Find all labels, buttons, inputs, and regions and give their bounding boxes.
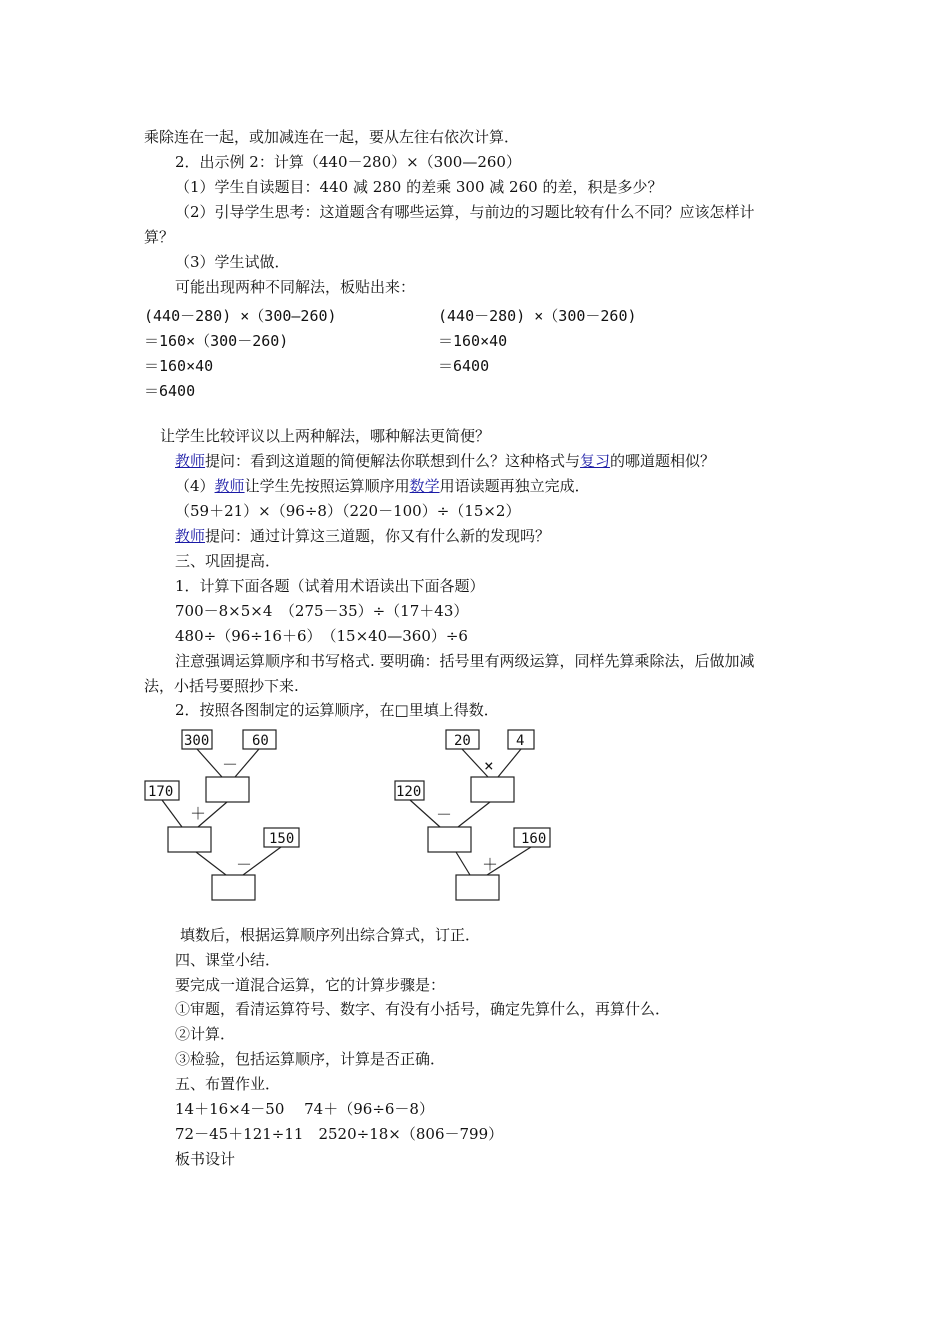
teacher-link[interactable]: 教师 — [175, 452, 206, 470]
paragraph-line: 法，小括号要照抄下来. — [144, 677, 299, 695]
operator-label: － — [436, 805, 453, 824]
solution-left-line-1: (440－280) ×（300—260) — [144, 307, 337, 325]
paragraph-line — [175, 476, 590, 496]
paragraph-line: （1）学生自读题目：440 减 280 的差乘 300 减 260 的差，积是多少？ — [175, 178, 663, 196]
text: 让学生先按照运算顺序用 — [244, 477, 410, 495]
number-box-label: 170 — [148, 784, 174, 800]
paragraph-line: 乘除连在一起，或加减连在一起，要从左往右依次计算． — [144, 128, 520, 146]
solution-right-line-2: ＝160×40 — [438, 332, 508, 350]
paragraph-line: ②计算． — [175, 1025, 236, 1043]
paragraph-line: ①审题，看清运算符号、数字、有没有小括号，确定先算什么，再算什么． — [175, 1000, 671, 1018]
paragraph-line: ③检验，包括运算顺序，计算是否正确． — [175, 1050, 446, 1068]
operator-label: ＋ — [190, 804, 207, 823]
paragraph-line: （2）引导学生思考：这道题含有哪些运算，与前边的习题比较有什么不同？应该怎样计 — [175, 203, 755, 221]
text: 提问：看到这道题的简便解法你联想到什么？这种格式与 — [205, 452, 581, 470]
number-box-label: 120 — [396, 784, 422, 800]
number-box-label: 160 — [521, 831, 547, 847]
teacher-link[interactable]: 教师 — [175, 527, 206, 545]
paragraph-line — [175, 526, 550, 546]
operator-label: － — [222, 755, 239, 774]
paragraph-line: 14＋16×4－50 74＋（96÷6－8） — [175, 1100, 434, 1118]
text: （4） — [175, 477, 215, 495]
paragraph-line: 2．出示例 2：计算（440－280）×（300—260） — [175, 153, 521, 171]
paragraph-line: 要完成一道混合运算，它的计算步骤是： — [175, 976, 446, 994]
solution-right-line-1: (440－280) ×（300－260) — [438, 307, 637, 325]
operator-label: × — [484, 756, 494, 775]
paragraph-line — [175, 451, 715, 471]
operation-diagram-right — [390, 724, 555, 906]
section-heading: 四、课堂小结． — [175, 951, 281, 969]
section-heading: 五、布置作业． — [175, 1075, 281, 1093]
paragraph-line: 板书设计 — [175, 1150, 236, 1168]
text: 用语读题再独立完成． — [439, 477, 590, 495]
number-box-label: 60 — [252, 733, 269, 749]
number-box-label: 300 — [184, 733, 210, 749]
paragraph-line: 480÷（96÷16＋6） （15×40—360）÷6 — [175, 627, 468, 645]
solution-right-line-3: ＝6400 — [438, 357, 490, 375]
number-box-label: 20 — [454, 733, 471, 749]
paragraph-line: 让学生比较评议以上两种解法，哪种解法更简便？ — [160, 427, 491, 445]
number-box-label: 4 — [516, 733, 525, 749]
operator-label: － — [236, 855, 253, 874]
paragraph-line: 算？ — [144, 228, 175, 246]
paragraph-line: 2．按照各图制定的运算顺序，在□里填上得数． — [175, 701, 499, 719]
text: 提问：通过计算这三道题，你又有什么新的发现吗？ — [205, 527, 551, 545]
paragraph-line: 可能出现两种不同解法，板贴出来： — [175, 278, 416, 296]
teacher-link[interactable]: 教师 — [214, 477, 245, 495]
math-link[interactable]: 数学 — [409, 477, 440, 495]
paragraph-line: 72－45＋121÷11 2520÷18×（806－799） — [175, 1125, 504, 1143]
paragraph-line: 1．计算下面各题（试着用术语读出下面各题） — [175, 577, 485, 595]
solution-left-line-3: ＝160×40 — [144, 357, 214, 375]
solution-left-line-4: ＝6400 — [144, 382, 196, 400]
number-box-label: 150 — [269, 831, 295, 847]
text: 的哪道题相似？ — [610, 452, 716, 470]
paragraph-line: 注意强调运算顺序和书写格式. 要明确：括号里有两级运算，同样先算乘除法，后做加减 — [175, 652, 755, 670]
solution-left-line-2: ＝160×（300－260) — [144, 332, 289, 350]
review-link[interactable]: 复习 — [580, 452, 611, 470]
paragraph-line: （59＋21）×（96÷8）（220－100）÷（15×2） — [175, 502, 521, 520]
operation-diagram-left — [140, 724, 295, 906]
section-heading: 三、巩固提高． — [175, 552, 281, 570]
paragraph-line: 700－8×5×4 （275－35）÷（17＋43） — [175, 602, 469, 620]
paragraph-line: 填数后，根据运算顺序列出综合算式，订正． — [180, 926, 481, 944]
paragraph-line: （3）学生试做． — [175, 253, 290, 271]
operator-label: ＋ — [482, 855, 499, 874]
